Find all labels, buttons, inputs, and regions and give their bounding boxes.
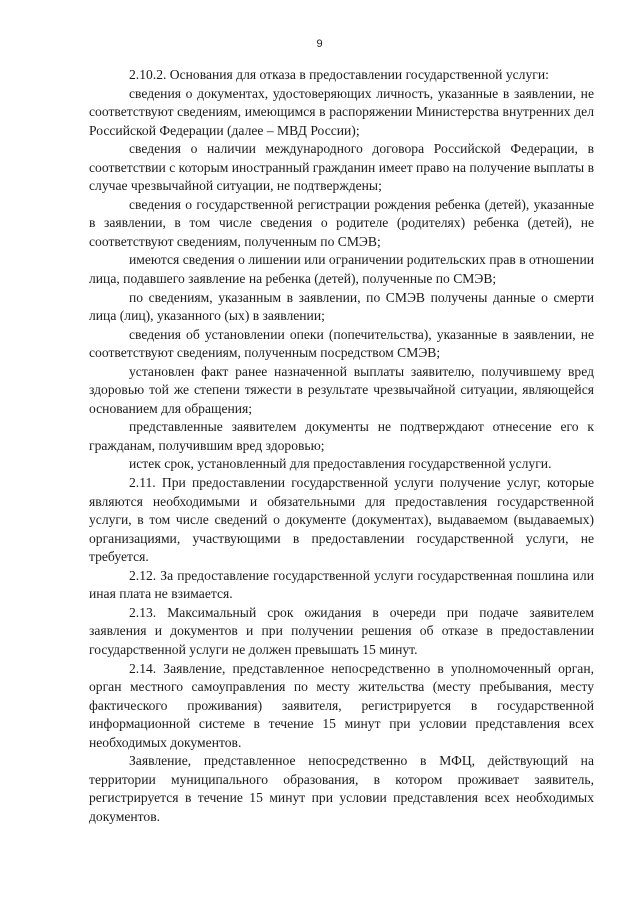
paragraph-2-14: 2.14. Заявление, представленное непосредственно в уполномоченный орган, орган местного самоуправления по месту жительства (месту пребывания, месту фактического проживания) заявителя, регистрируется в государственной информационной системе в течение 15 минут при условии представления всех необходимых документов. bbox=[89, 660, 594, 750]
paragraph-mfc-registration: Заявление, представленное непосредственно в МФЦ, действующий на территории муниципального образования, в котором проживает заявитель, регистрируется в течение 15 минут при условии представления всех необходимых документов. bbox=[89, 753, 594, 824]
paragraph-2-10-2: 2.10.2. Основания для отказа в предоставлении государственной услуги: bbox=[129, 67, 549, 82]
document-body bbox=[89, 66, 594, 826]
paragraph-deadline-expired: истек срок, установленный для предоставления государственной услуги. bbox=[129, 456, 552, 472]
paragraph-2-12: 2.12. За предоставление государственной услуги государственная пошлина или иная плата не взимается. bbox=[89, 567, 594, 602]
paragraph-guardianship: сведения об установлении опеки (попечительства), указанные в заявлении, не соответствуют сведениям, полученным посредством СМЭВ; bbox=[89, 326, 594, 361]
page-number: 9 bbox=[316, 38, 323, 50]
paragraph-death-data: по сведениям, указанным в заявлении, по СМЭВ получены данные о смерти лица (лиц), указанного (ых) в заявлении; bbox=[89, 289, 594, 324]
paragraph-2-13: 2.13. Максимальный срок ожидания в очереди при подаче заявителем заявления и документов и при получении решения об отказе в предоставлении государственной услуги не должен превышать 15 минут. bbox=[89, 604, 594, 657]
paragraph-prior-payment: установлен факт ранее назначенной выплаты заявителю, получившему вред здоровью той же степени тяжести в результате чрезвычайной ситуации, являющейся основанием для обращения; bbox=[89, 363, 594, 416]
paragraph-health-harm: представленные заявителем документы не подтверждают отнесение его к гражданам, получившим вред здоровью; bbox=[89, 419, 594, 453]
paragraph-international-treaty: сведения о наличии международного договора Российской Федерации, в соответствии с которым иностранный гражданин имеет право на получение выплаты в случае чрезвычайной ситуации, не подтверждены; bbox=[89, 141, 594, 194]
paragraph-2-11: 2.11. При предоставлении государственной услуги получение услуг, которые являются необходимыми и обязательными для предоставления государственной услуги, в том числе сведений о документе (документах), выдаваемом (выдаваемых) организациями, участвующими в предоставлении государственной услуги, не требуется. bbox=[89, 475, 594, 565]
paragraph-birth-registration: сведения о государственной регистрации рождения ребенка (детей), указанные в заявлении, в том числе сведения о родителе (родителях) ребенка (детей), не соответствуют сведениям, полученным по СМЭВ; bbox=[89, 196, 594, 249]
paragraph-identity-documents: сведения о документах, удостоверяющих личность, указанные в заявлении, не соответствуют сведениям, имеющимся в распоряжении Министерства внутренних дел Российской Федерации (далее – МВД России); bbox=[89, 85, 594, 138]
paragraph-parental-rights: имеются сведения о лишении или ограничении родительских прав в отношении лица, подавшего заявление на ребенка (детей), полученные по СМЭВ; bbox=[89, 252, 594, 287]
